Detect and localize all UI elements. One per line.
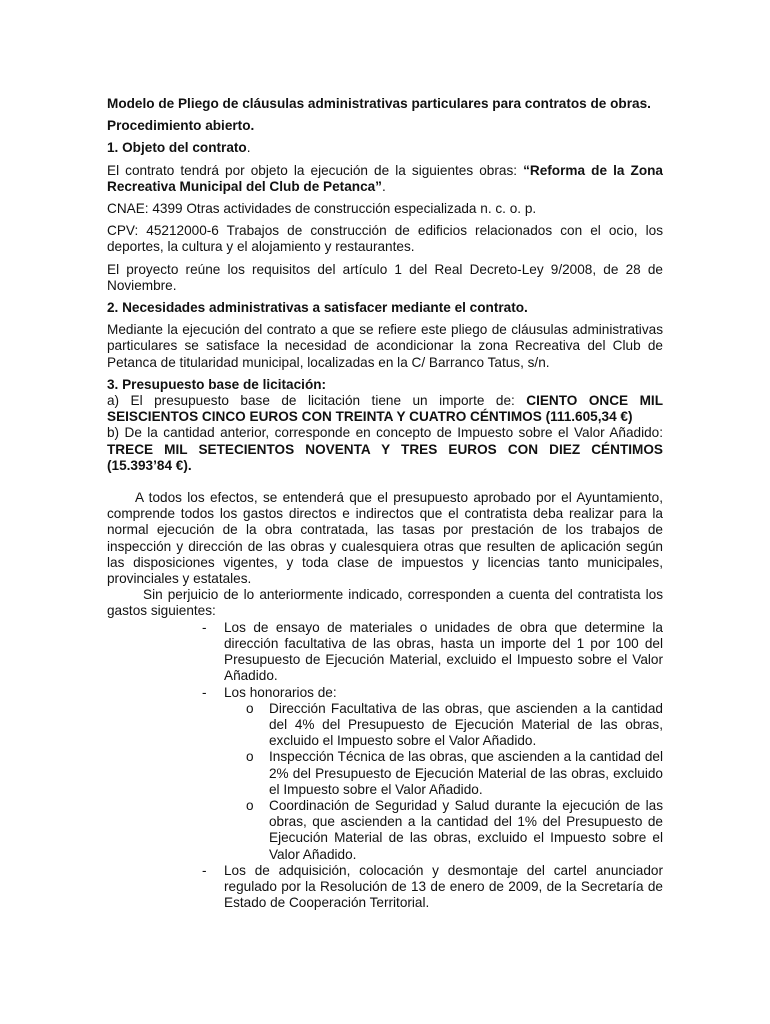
sublist-item — [224, 798, 663, 863]
document-title: Modelo de Pliego de cláusulas administrativas particulares para contratos de obras. — [107, 96, 651, 111]
sublist-item-text: Inspección Técnica de las obras, que ascienden a la cantidad del 2% del Presupuesto de Ejecución Material de las obras, excluido el Impuesto sobre el Valor Añadido. — [269, 749, 663, 797]
cpv-line: CPV: 45212000-6 Trabajos de construcción de edificios relacionados con el ocio, los deportes, la cultura y el alojamiento y restaurantes. — [107, 223, 663, 255]
list-item — [107, 863, 663, 912]
object-work-name: “Reforma de la Zona Recreativa Municipal del Club de Petanca” — [107, 162, 663, 194]
dash-marker: - — [202, 862, 207, 878]
dash-marker: - — [202, 684, 207, 700]
section-2-heading: 2. Necesidades administrativas a satisfacer mediante el contrato. — [107, 300, 528, 316]
section-1-heading-text: 1. Objeto del contrato — [107, 140, 247, 156]
circle-marker: o — [246, 797, 254, 813]
perjuicio-paragraph: Sin perjuicio de lo anteriormente indicado, corresponden a cuenta del contratista los gastos siguientes: — [107, 587, 663, 619]
sublist-item-text: Coordinación de Seguridad y Salud durante la ejecución de las obras, que ascienden a la cantidad del 1% del Presupuesto de Ejecución Material de las obras, excluido el Impuesto sobre el Valor Añadido. — [269, 797, 663, 862]
expenses-list — [107, 620, 663, 912]
section-1-heading: 1. Objeto del contrato. — [107, 140, 251, 156]
budget-a-amount: CIENTO ONCE MIL SEISCIENTOS CINCO EUROS CON TREINTA Y CUATRO CÉNTIMOS (111.605,34 €) — [107, 393, 663, 425]
budget-b-paragraph — [107, 425, 663, 474]
list-item-text: Los de adquisición, colocación y desmontaje del cartel anunciador regulado por la Resolución de 13 de enero de 2009, de la Secretaría de Estado de Cooperación Territorial. — [224, 862, 663, 911]
sublist-item — [224, 701, 663, 750]
cnae-line: CNAE: 4399 Otras actividades de construcción especializada n. c. o. p. — [107, 201, 537, 217]
dash-marker: - — [202, 619, 207, 635]
list-item-text: Los de ensayo de materiales o unidades de obra que determine la dirección facultativa de las obras, hasta un importe del 1 por 100 del Presupuesto de Ejecución Material, excluido el Impuesto sobre el Valor Añadido. — [224, 619, 663, 684]
circle-marker: o — [246, 749, 254, 765]
circle-marker: o — [246, 700, 254, 716]
object-text: El contrato tendrá por objeto la ejecución de la siguientes obras: — [107, 162, 524, 178]
sublist-item — [224, 749, 663, 798]
list-item-text: Los honorarios de: — [224, 684, 337, 700]
budget-b-text: b) De la cantidad anterior, corresponde en concepto de Impuesto sobre el Valor Añadido: — [107, 425, 663, 441]
sublist-item-text: Dirección Facultativa de las obras, que ascienden a la cantidad del 4% del Presupuesto de Ejecución Material de las obras, excluido el Impuesto sobre el Valor Añadido. — [269, 700, 663, 749]
budget-a-paragraph — [107, 393, 663, 425]
list-item — [107, 685, 663, 863]
fees-sublist — [224, 701, 663, 863]
section-3-heading: 3. Presupuesto base de licitación: — [107, 376, 327, 392]
section-2-paragraph: Mediante la ejecución del contrato a que se refiere este pliego de cláusulas administrativas particulares se satisface la necesidad de acondicionar la zona Recreativa del Club de Petanca de titularidad municipal, localizadas en la C/ Barranco Tatus, s/n. — [107, 322, 663, 370]
proyecto-paragraph: El proyecto reúne los requisitos del artículo 1 del Real Decreto-Ley 9/2008, de 28 de Noviembre. — [107, 261, 663, 293]
document-page — [107, 96, 663, 911]
list-item — [107, 620, 663, 685]
budget-a-text: a) El presupuesto base de licitación tiene un importe de: — [107, 393, 527, 409]
budget-b-amount: TRECE MIL SETECIENTOS NOVENTA Y TRES EUROS CON DIEZ CÉNTIMOS (15.393’84 €). — [107, 441, 663, 473]
object-end: . — [381, 178, 386, 194]
section-1-object-paragraph — [107, 163, 663, 195]
procedure-line: Procedimiento abierto. — [107, 118, 255, 134]
efectos-paragraph: A todos los efectos, se entenderá que el presupuesto aprobado por el Ayuntamiento, comprende todos los gastos directos e indirectos que el contratista deba realizar para la normal ejecución de la obra contratada, las tasas por prestación de los trabajos de inspección y dirección de las obras y cualesquiera otras que resulten de aplicación según las disposiciones vigentes, y toda clase de impuestos y licencias tanto municipales, provinciales y estatales. — [107, 490, 663, 587]
